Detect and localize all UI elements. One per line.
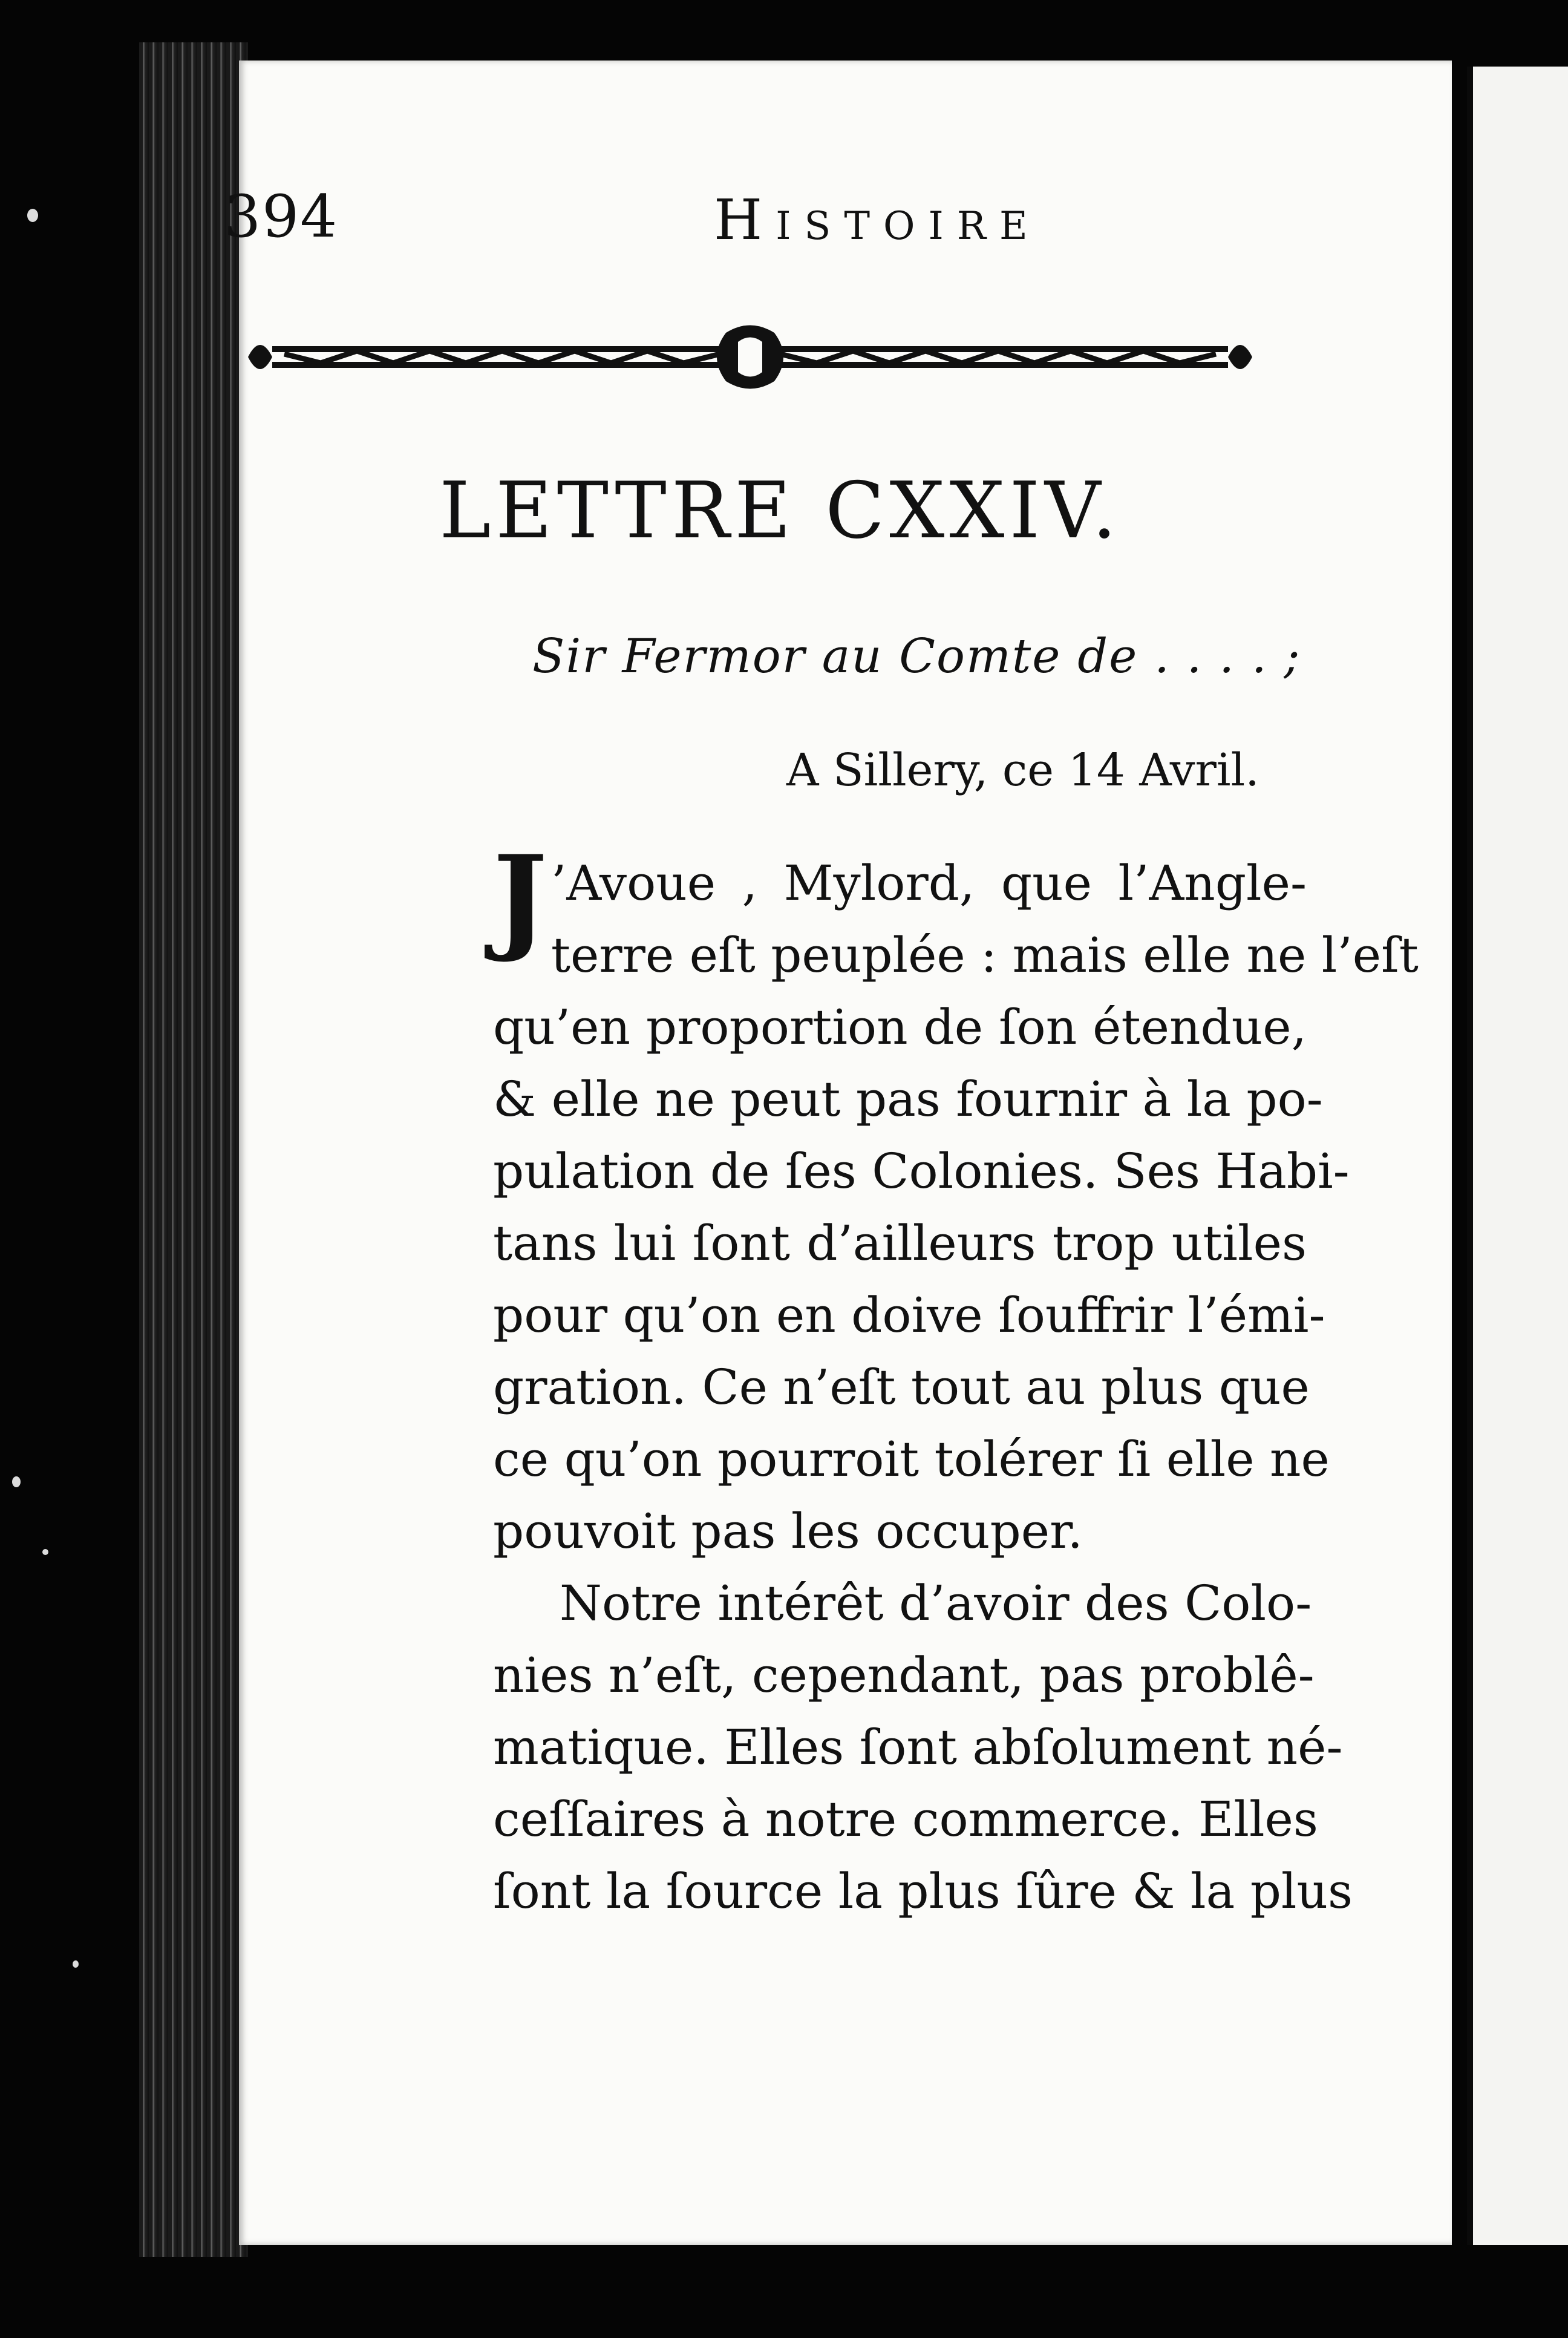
body-line: nies n’eſt, cependant, pas problê- bbox=[493, 1647, 1315, 1703]
body-line: ſont la ſource la plus ſûre & la plus bbox=[493, 1863, 1353, 1919]
page-number: 394 bbox=[224, 183, 339, 250]
body-line: qu’en proportion de ſon étendue, bbox=[493, 999, 1307, 1055]
body-line: tans lui ſont d’ailleurs trop utiles bbox=[493, 1215, 1307, 1271]
dust-speck bbox=[73, 1960, 79, 1968]
dust-speck bbox=[42, 1549, 48, 1555]
letter-dateline: A Sillery, ce 14 Avril. bbox=[786, 744, 1259, 796]
letter-title: LETTRE CXXIV. bbox=[439, 466, 1122, 556]
body-line: pulation de ſes Colonies. Ses Habi- bbox=[493, 1143, 1350, 1199]
body-line: pour qu’on en doive ſouffrir l’émi- bbox=[493, 1287, 1325, 1343]
drop-cap: J bbox=[493, 830, 547, 965]
letter-body bbox=[493, 830, 1419, 1927]
body-line: & elle ne peut pas fournir à la po- bbox=[493, 1071, 1323, 1127]
next-page-edge bbox=[1467, 67, 1568, 2245]
page-edges bbox=[139, 42, 248, 2257]
body-line: gration. Ce n’eſt tout au plus que bbox=[493, 1359, 1310, 1415]
dust-speck bbox=[27, 209, 38, 222]
body-line: ce qu’on pourroit tolérer ſi elle ne bbox=[493, 1431, 1330, 1487]
letter-addressee: Sir Fermor au Comte de . . . . ; bbox=[532, 629, 1301, 684]
ornament-rule-icon bbox=[236, 321, 1264, 393]
body-line: pouvoit pas les occuper. bbox=[493, 1503, 1083, 1559]
dust-speck bbox=[12, 1476, 21, 1487]
body-line: matique. Elles ſont abſolument né- bbox=[493, 1719, 1343, 1775]
running-head: Histoire bbox=[714, 188, 1041, 252]
body-line: ’Avoue , Mylord, que l’Angle- bbox=[550, 855, 1307, 911]
body-line: ceſſaires à notre commerce. Elles bbox=[493, 1791, 1318, 1847]
body-line: terre eſt peuplée : mais elle ne l’eſt bbox=[550, 927, 1419, 983]
body-line: Notre intérêt d’avoir des Colo- bbox=[560, 1575, 1312, 1631]
